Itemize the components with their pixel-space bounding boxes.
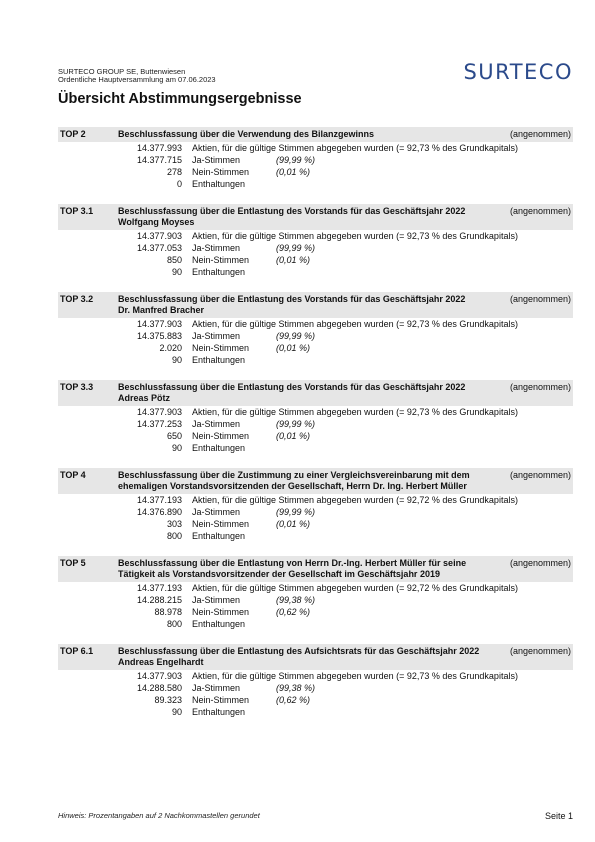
valid-shares-count: 14.377.193: [136, 582, 182, 593]
agenda-item-title-block: [118, 382, 495, 405]
yes-votes-label: Ja-Stimmen: [192, 506, 241, 517]
agenda-item-person: Andreas Engelhardt: [118, 657, 204, 667]
page-title: Übersicht Abstimmungsergebnisse: [58, 91, 302, 107]
agenda-item-number: TOP 5: [60, 557, 86, 568]
no-votes-percent: (0,01 %): [276, 430, 311, 441]
agenda-item-person: Wolfgang Moyses: [118, 217, 195, 227]
abstentions-label: Enthaltungen: [192, 618, 246, 629]
abstentions-count: 800: [166, 530, 182, 541]
agenda-item-title: Beschlussfassung über die Entlastung des Vorstands für das Geschäftsjahr 2022: [118, 381, 466, 392]
abstentions-label: Enthaltungen: [192, 354, 246, 365]
yes-votes-label: Ja-Stimmen: [192, 242, 241, 253]
agenda-item-header: [58, 204, 573, 230]
no-votes-row: [58, 518, 573, 530]
agenda-item-header: [58, 380, 573, 406]
agenda-item-header: [58, 292, 573, 318]
surteco-logo: SURTECO: [463, 60, 573, 84]
valid-shares-text: Aktien, für die gültige Stimmen abgegeben wurden (= 92,72 % des Grundkapitals): [192, 582, 518, 593]
abstentions-label: Enthaltungen: [192, 442, 246, 453]
abstentions-row: [58, 530, 573, 542]
valid-shares-row: [58, 142, 573, 154]
no-votes-row: [58, 254, 573, 266]
no-votes-row: [58, 694, 573, 706]
agenda-item-title-block: [118, 206, 495, 229]
valid-shares-row: [58, 670, 573, 682]
abstentions-label: Enthaltungen: [192, 530, 246, 541]
yes-votes-count: 14.376.890: [136, 506, 182, 517]
agenda-item-title: Beschlussfassung über die Entlastung des Aufsichtsrats für das Geschäftsjahr 2022: [118, 645, 480, 656]
agenda-item-number: TOP 2: [60, 129, 86, 139]
yes-votes-percent: (99,99 %): [276, 154, 316, 165]
document-header-meta: [58, 68, 216, 85]
agenda-item: [58, 292, 573, 366]
page-number: Seite 1: [544, 811, 573, 821]
agenda-item: [58, 380, 573, 454]
abstentions-row: [58, 178, 573, 190]
no-votes-percent: (0,01 %): [276, 342, 311, 353]
agenda-items-list: [58, 127, 573, 732]
yes-votes-row: [58, 330, 573, 342]
valid-shares-row: [58, 494, 573, 506]
valid-shares-text: Aktien, für die gültige Stimmen abgegeben wurden (= 92,73 % des Grundkapitals): [192, 670, 518, 681]
yes-votes-label: Ja-Stimmen: [192, 682, 241, 693]
yes-votes-row: [58, 154, 573, 166]
yes-votes-label: Ja-Stimmen: [192, 330, 241, 341]
no-votes-count: 303: [166, 518, 182, 529]
agenda-item-status: (angenommen): [509, 293, 571, 304]
agenda-item-status: (angenommen): [509, 205, 571, 216]
yes-votes-percent: (99,99 %): [276, 506, 316, 517]
agenda-item-number: TOP 3.2: [60, 293, 94, 304]
no-votes-label: Nein-Stimmen: [192, 166, 250, 177]
abstentions-label: Enthaltungen: [192, 178, 246, 189]
abstentions-row: [58, 354, 573, 366]
agenda-item-title: Beschlussfassung über die Zustimmung zu einer Vergleichsvereinbarung mit dem ehemaligen Vorstandsvorsitzenden der Gesellschaft, Herrn Dr. Ing. Herbert Müller: [118, 469, 470, 491]
no-votes-label: Nein-Stimmen: [192, 430, 250, 441]
abstentions-count: 0: [176, 178, 182, 189]
valid-shares-text: Aktien, für die gültige Stimmen abgegeben wurden (= 92,73 % des Grundkapitals): [192, 406, 518, 417]
agenda-item-person: Adreas Pötz: [118, 393, 171, 403]
yes-votes-row: [58, 506, 573, 518]
agenda-item-number: TOP 3.1: [60, 205, 94, 216]
agenda-item-number: TOP 6.1: [60, 645, 94, 656]
company-name: SURTECO GROUP SE, Buttenwiesen: [58, 67, 186, 76]
abstentions-row: [58, 442, 573, 454]
no-votes-label: Nein-Stimmen: [192, 342, 250, 353]
agenda-item-header: [58, 127, 573, 142]
no-votes-row: [58, 606, 573, 618]
no-votes-percent: (0,01 %): [276, 518, 311, 529]
yes-votes-percent: (99,38 %): [276, 594, 316, 605]
abstentions-label: Enthaltungen: [192, 266, 246, 277]
agenda-item-header: [58, 468, 573, 494]
agenda-item-title: Beschlussfassung über die Entlastung des Vorstands für das Geschäftsjahr 2022: [118, 293, 466, 304]
valid-shares-count: 14.377.903: [136, 318, 182, 329]
no-votes-count: 278: [166, 166, 182, 177]
yes-votes-label: Ja-Stimmen: [192, 418, 241, 429]
valid-shares-row: [58, 230, 573, 242]
abstentions-count: 90: [171, 706, 182, 717]
yes-votes-label: Ja-Stimmen: [192, 594, 241, 605]
agenda-item-title-block: [118, 470, 495, 493]
yes-votes-count: 14.288.215: [136, 594, 182, 605]
abstentions-row: [58, 266, 573, 278]
agenda-item-title: Beschlussfassung über die Verwendung des Bilanzgewinns: [118, 129, 375, 139]
valid-shares-text: Aktien, für die gültige Stimmen abgegeben wurden (= 92,73 % des Grundkapitals): [192, 142, 518, 153]
yes-votes-percent: (99,38 %): [276, 682, 316, 693]
agenda-item-title-block: [118, 294, 495, 317]
yes-votes-percent: (99,99 %): [276, 418, 316, 429]
no-votes-count: 850: [166, 254, 182, 265]
yes-votes-count: 14.288.580: [136, 682, 182, 693]
yes-votes-percent: (99,99 %): [276, 242, 316, 253]
yes-votes-row: [58, 418, 573, 430]
agenda-item-status: (angenommen): [509, 557, 571, 568]
footer-note: Hinweis: Prozentangaben auf 2 Nachkommastellen gerundet: [58, 811, 260, 820]
meeting-info: Ordentliche Hauptversammlung am 07.06.2023: [58, 75, 216, 85]
valid-shares-count: 14.377.993: [136, 142, 182, 153]
no-votes-row: [58, 166, 573, 178]
no-votes-percent: (0,62 %): [276, 606, 311, 617]
no-votes-percent: (0,01 %): [276, 166, 311, 177]
yes-votes-count: 14.377.715: [136, 154, 182, 165]
agenda-item-title: Beschlussfassung über die Entlastung des Vorstands für das Geschäftsjahr 2022: [118, 205, 466, 216]
no-votes-label: Nein-Stimmen: [192, 254, 250, 265]
agenda-item-number: TOP 3.3: [60, 381, 94, 392]
agenda-item: [58, 644, 573, 718]
abstentions-count: 90: [171, 354, 182, 365]
no-votes-percent: (0,01 %): [276, 254, 311, 265]
valid-shares-row: [58, 582, 573, 594]
valid-shares-count: 14.377.903: [136, 670, 182, 681]
yes-votes-row: [58, 594, 573, 606]
valid-shares-row: [58, 318, 573, 330]
agenda-item-status: (angenommen): [509, 381, 571, 392]
no-votes-count: 89.323: [154, 694, 182, 705]
no-votes-row: [58, 430, 573, 442]
yes-votes-row: [58, 242, 573, 254]
agenda-item-status: (angenommen): [509, 645, 571, 656]
valid-shares-count: 14.377.193: [136, 494, 182, 505]
yes-votes-count: 14.377.253: [136, 418, 182, 429]
no-votes-count: 2.020: [159, 342, 182, 353]
valid-shares-row: [58, 406, 573, 418]
yes-votes-percent: (99,99 %): [276, 330, 316, 341]
abstentions-label: Enthaltungen: [192, 706, 246, 717]
abstentions-count: 90: [171, 442, 182, 453]
valid-shares-text: Aktien, für die gültige Stimmen abgegeben wurden (= 92,73 % des Grundkapitals): [192, 230, 518, 241]
abstentions-row: [58, 706, 573, 718]
valid-shares-text: Aktien, für die gültige Stimmen abgegeben wurden (= 92,72 % des Grundkapitals): [192, 494, 518, 505]
yes-votes-count: 14.377.053: [136, 242, 182, 253]
yes-votes-label: Ja-Stimmen: [192, 154, 241, 165]
agenda-item-header: [58, 644, 573, 670]
agenda-item-title: Beschlussfassung über die Entlastung von Herrn Dr.-Ing. Herbert Müller für seine Tätigkeit als Vorstandsvorsitzender der Gesellschaft im Geschäftsjahr 2019: [118, 557, 467, 579]
no-votes-label: Nein-Stimmen: [192, 518, 250, 529]
agenda-item: [58, 204, 573, 278]
agenda-item: [58, 468, 573, 542]
abstentions-count: 800: [166, 618, 182, 629]
valid-shares-text: Aktien, für die gültige Stimmen abgegeben wurden (= 92,73 % des Grundkapitals): [192, 318, 518, 329]
agenda-item-header: [58, 556, 573, 582]
no-votes-count: 650: [166, 430, 182, 441]
agenda-item-number: TOP 4: [60, 469, 86, 480]
agenda-item-title-block: [118, 129, 495, 141]
agenda-item-title-block: [118, 558, 495, 581]
agenda-item-title-block: [118, 646, 495, 669]
no-votes-count: 88.978: [154, 606, 182, 617]
valid-shares-count: 14.377.903: [136, 406, 182, 417]
agenda-item-status: (angenommen): [509, 129, 571, 139]
abstentions-row: [58, 618, 573, 630]
yes-votes-count: 14.375.883: [136, 330, 182, 341]
no-votes-label: Nein-Stimmen: [192, 606, 250, 617]
no-votes-label: Nein-Stimmen: [192, 694, 250, 705]
valid-shares-count: 14.377.903: [136, 230, 182, 241]
agenda-item: [58, 127, 573, 190]
abstentions-count: 90: [171, 266, 182, 277]
no-votes-row: [58, 342, 573, 354]
agenda-item-person: Dr. Manfred Bracher: [118, 305, 205, 315]
no-votes-percent: (0,62 %): [276, 694, 311, 705]
agenda-item: [58, 556, 573, 630]
agenda-item-status: (angenommen): [509, 469, 571, 480]
yes-votes-row: [58, 682, 573, 694]
